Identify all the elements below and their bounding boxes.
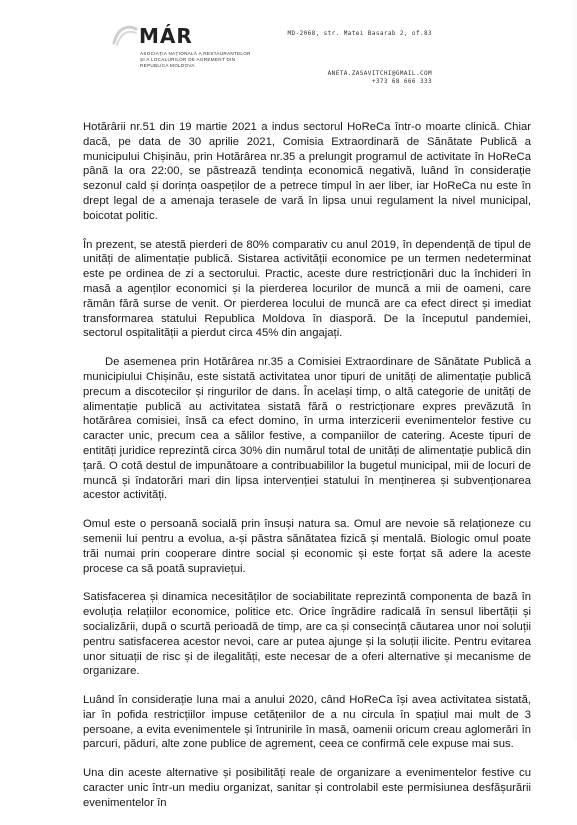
address: MD-2068, str. Matei Basarab 2, of.83 — [287, 30, 432, 37]
paragraph-6: Luând în considerație luna mai a anului 2020, când HoReCa își avea activitatea sistată, iar în pofida restricțiilor impuse cetățenilor de a nu circula în spațiul mai mult de 3 persoane, a evita evenimentele și întrunirile în masă, oamenii oricum creau aglomerări în parcuri, păduri, alte zone publice de agrement, ceea ce confirmă cele expuse mai sus. — [83, 694, 531, 751]
logo — [112, 20, 252, 90]
scrollbar[interactable] — [573, 0, 577, 740]
paragraph-3: De asemenea prin Hotărârea nr.35 a Comisiei Extraordinare de Sănătate Publică a municipiului Chișinău, este sistată activitatea unor tipuri de unități de alimentație publică precum a discotecilor și ringurilor de dans. În același timp, o altă categorie de unități de alimentație publică au activitatea sistată fără o restricționare expres prevăzută în hotărârea comisiei, însă ca efect domino, în urma interzicerii evenimentelor festive cu caracter unic, precum cea a sălilor festive, a companiilor de catering. Aceste tipuri de entități juridice reprezintă circa 30% din numărul total de unități de alimentație publică din țară. O cotă destul de impunătoare a contribuabililor la bugetul municipal, mii de locuri de muncă și îndatorări mari din lipsa intervenției statului în menținerea și subvenționarea acestor activități. — [83, 356, 531, 502]
paragraph-7: Una din aceste alternative și posibilități reale de organizare a evenimentelor festive cu caracter unic într-un mediu organizat, sanitar și controlabil este permisiunea desfășurării evenimentelor în — [83, 767, 531, 809]
phone: +373 68 666 333 — [371, 78, 432, 85]
document-body — [83, 120, 531, 825]
paragraph-5: Satisfacerea și dinamica necesităților de sociabilitate reprezintă componenta de bază în evoluția relațiilor economice, politice etc. Orice îngrădire radicală în sensul libertății și socializării, după o scurtă perioadă de timp, are ca și consecință căutarea unor noi soluții pentru satisfacerea acestor nevoi, care ar putea ajunge și la soluții ilicite. Pentru evitarea unor situații de risc și de ilegalități, este necesar de a oferi alternative și mecanisme de organizare. — [83, 591, 531, 678]
paragraph-1: Hotărârii nr.51 din 19 martie 2021 a indus sectorul HoReCa într-o moarte clinică. Chiar dacă, pe data de 30 aprilie 2021, Comisia Extraordinară de Sănătate Publică a municipului Chișinău, prin Hotărârea nr.35 a prelungit programul de activitate în HoReCa până la ora 22:00, se păstrează tendința economică negativă, luând în considerație sezonul cald și dorința oaspeților de a petrece timpul în aer liber, iar HoReCa nu este în drept legal de a amenaja terasele de vară în lipsa unui regulament la nivel municipal, boicotat politic. — [83, 121, 531, 222]
logo-mark-icon — [112, 23, 138, 47]
email: ANETA.ZASAVITCHI@GMAIL.COM — [327, 70, 432, 77]
paragraph-4: Omul este o persoană socială prin însuși natura sa. Omul are nevoie să relaționeze cu semenii lui pentru a evolua, a-și păstra sănătatea fizică și mentală. Biologic omul poate trăi numai prin cooperare dintre social și economic și este forțat să adere la aceste procese ca să poată supraviețui. — [83, 518, 531, 575]
logo-tagline: ASOCIAȚIA NAȚIONALĂ A RESTAURANTELOR ȘI A LOCALURILOR DE AGREMENT DIN REPUBLICA MOLDOVA — [140, 51, 251, 68]
paragraph-2: În prezent, se atestă pierderi de 80% comparativ cu anul 2019, în dependență de tipul de unități de alimentație publică. Sistarea activității economice pe un termen nedeterminat este pe ordinea de zi a sectorului. Practic, aceste dure restricționări duc la închideri în masă a agenților economici și la pierderea locurilor de muncă a mii de oameni, care rămân fără surse de venit. Or pierderea locului de muncă are ca efect direct și imediat transformarea statului Republica Moldova în diasporă. De la începutul pandemiei, sectorul ospitalității a pierdut circa 45% din angajați. — [83, 238, 531, 340]
logo-name: MÁR — [139, 24, 193, 48]
